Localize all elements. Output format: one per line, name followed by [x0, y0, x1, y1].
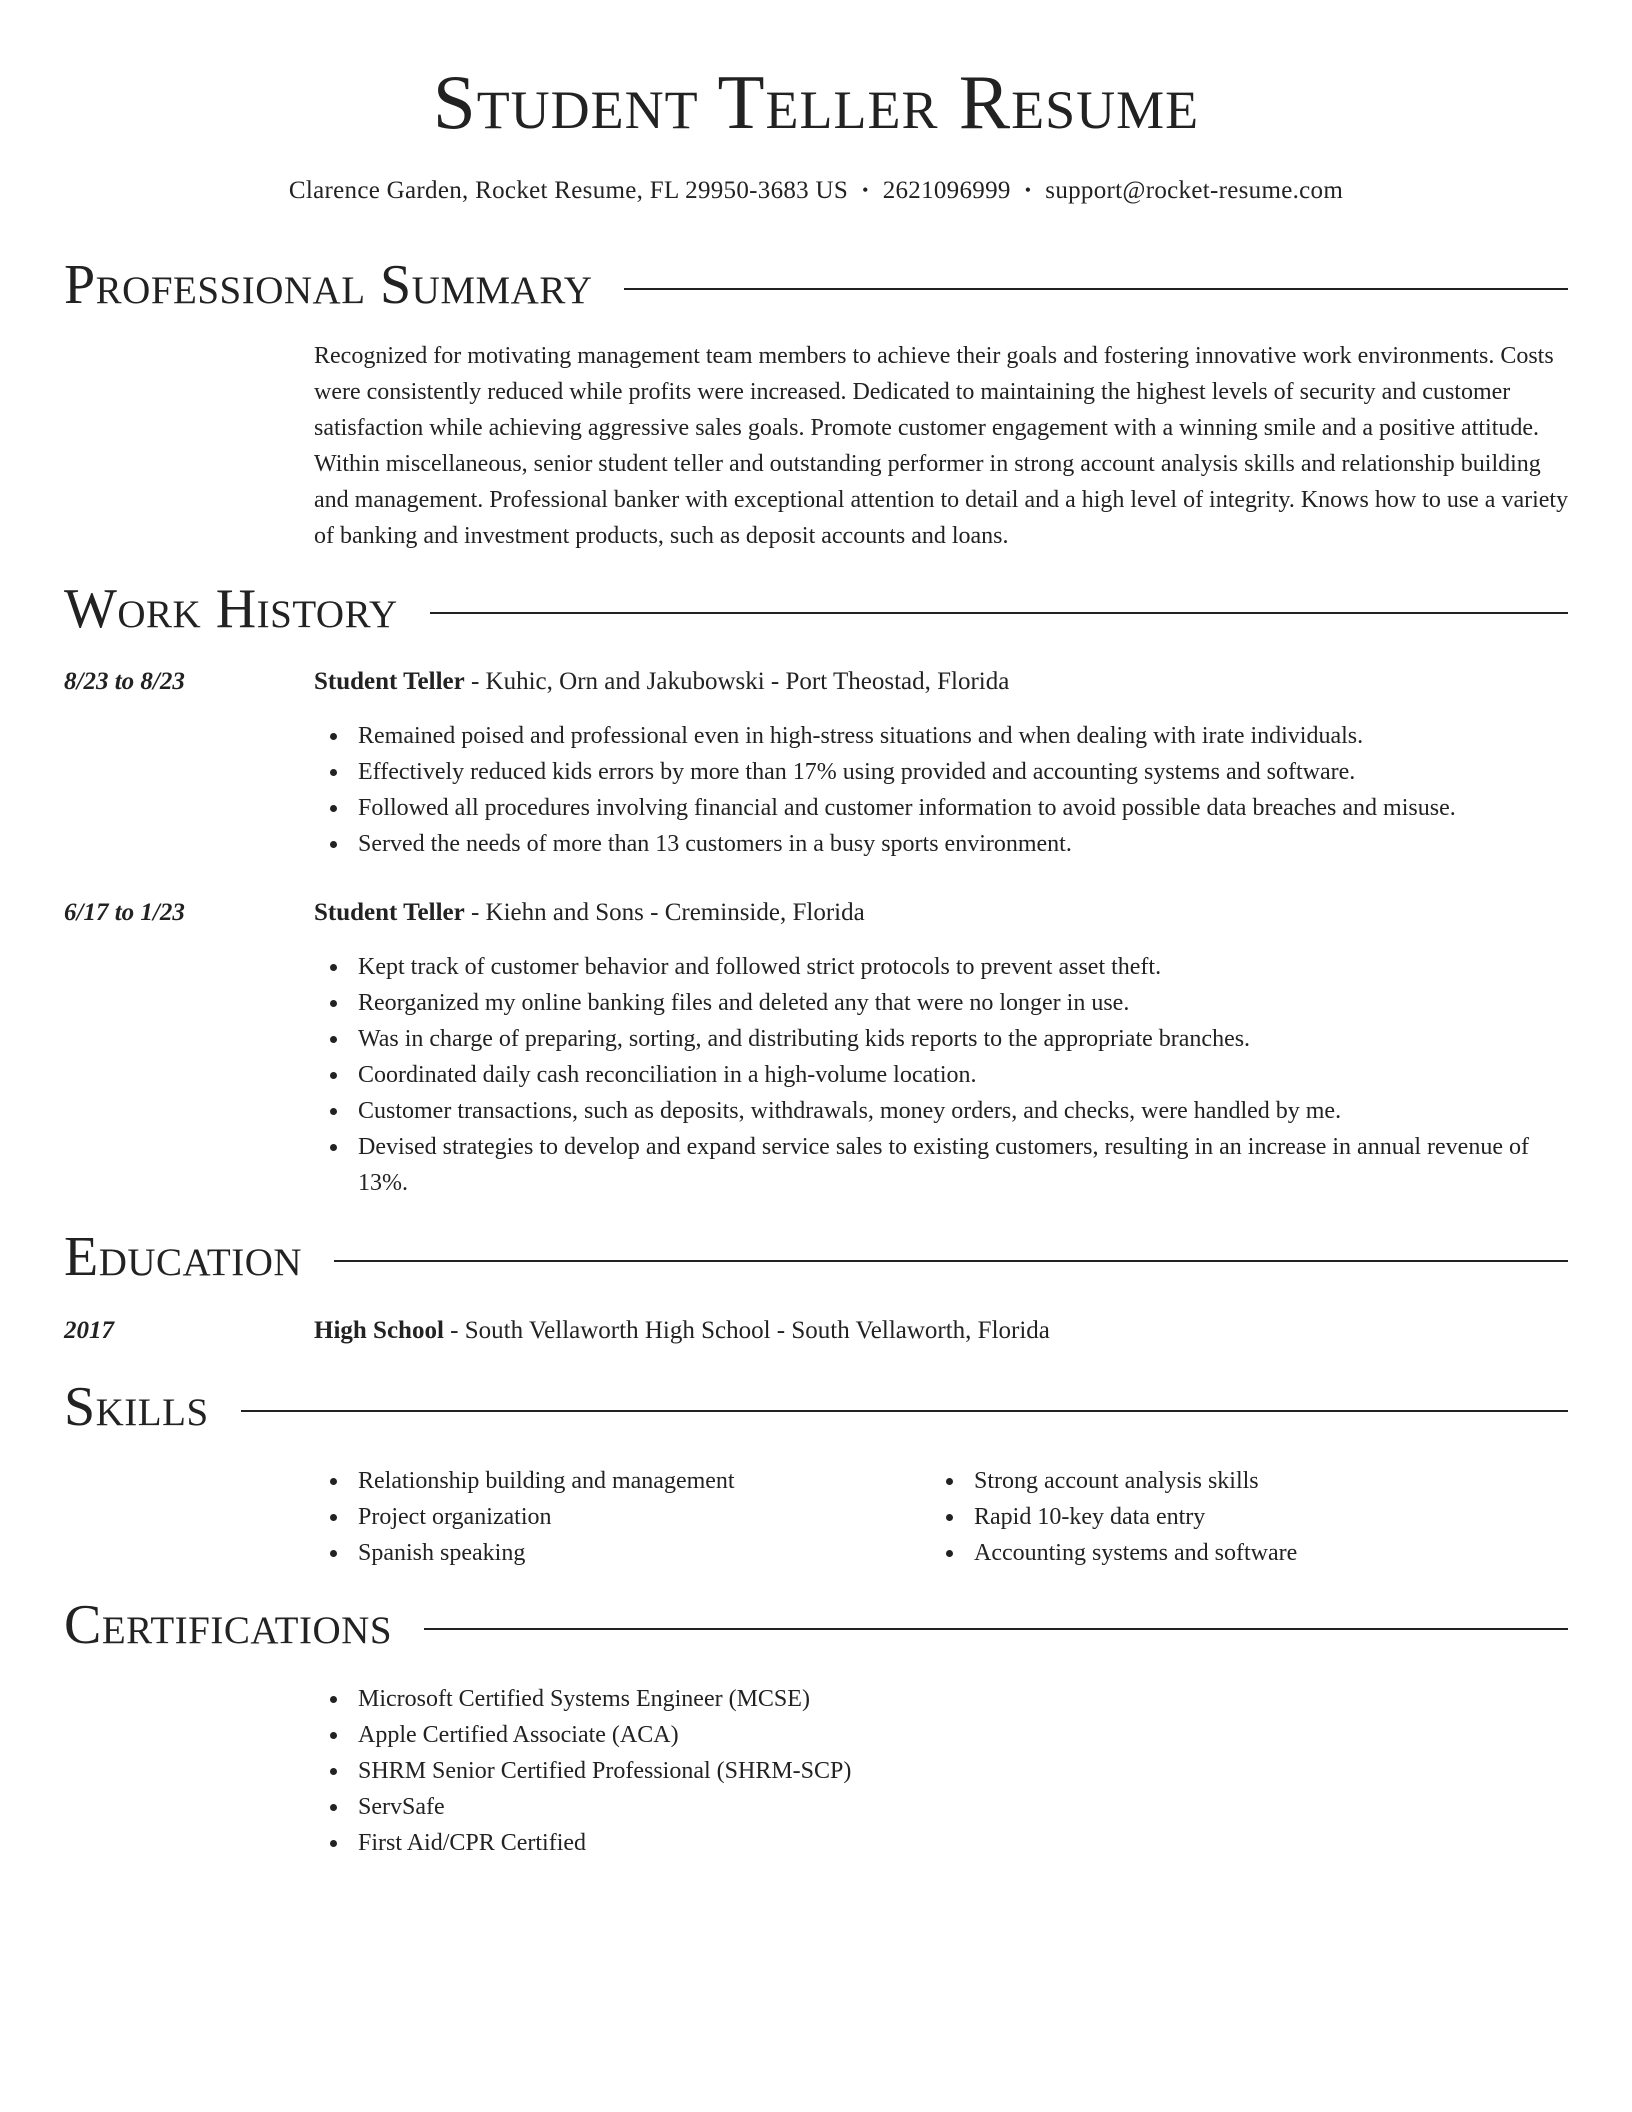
section-title-education: Education: [64, 1226, 303, 1288]
education-degree: High School: [314, 1317, 444, 1344]
list-item: Reorganized my online banking files and deleted any that were no longer in use.: [314, 985, 1570, 1021]
list-item: Coordinated daily cash reconciliation in a high-volume location.: [314, 1057, 1570, 1093]
job-role: Student Teller: [314, 668, 465, 695]
list-item: Project organization: [314, 1499, 914, 1535]
job-bullets: [314, 718, 1570, 862]
section-divider: [430, 612, 1568, 614]
list-item: Kept track of customer behavior and followed strict protocols to prevent asset theft.: [314, 949, 1570, 985]
section-header-work-history: [64, 576, 1568, 643]
job-employer: - Kiehn and Sons - Creminside, Florida: [464, 899, 865, 926]
skills-list-right: [930, 1463, 1530, 1571]
list-item: Apple Certified Associate (ACA): [314, 1717, 1570, 1753]
job-title-line: [314, 664, 1570, 700]
list-item: SHRM Senior Certified Professional (SHRM-SCP): [314, 1753, 1570, 1789]
job-employer: - Kuhic, Orn and Jakubowski - Port Theostad, Florida: [464, 668, 1010, 695]
education-school: - South Vellaworth High School - South Vellaworth, Florida: [443, 1317, 1050, 1344]
section-divider: [624, 288, 1568, 290]
contact-separator: •: [862, 180, 869, 200]
section-title-summary: Professional Summary: [64, 254, 593, 316]
section-title-work-history: Work History: [64, 578, 398, 640]
job-dates: 8/23 to 8/23: [64, 668, 185, 695]
contact-address: Clarence Garden, Rocket Resume, FL 29950-3683 US: [288, 177, 849, 204]
section-title-skills: Skills: [64, 1376, 209, 1438]
contact-phone: 2621096999: [882, 177, 1011, 204]
list-item: Remained poised and professional even in high-stress situations and when dealing with irate individuals.: [314, 718, 1570, 754]
list-item: Spanish speaking: [314, 1535, 914, 1571]
education-year: 2017: [64, 1317, 114, 1344]
section-header-certifications: [64, 1592, 1568, 1659]
education-line: [314, 1313, 1570, 1349]
section-header-skills: [64, 1374, 1568, 1441]
contact-separator: •: [1024, 180, 1032, 200]
list-item: Accounting systems and software: [930, 1535, 1530, 1571]
list-item: Relationship building and management: [314, 1463, 914, 1499]
list-item: Effectively reduced kids errors by more than 17% using provided and accounting systems and software.: [314, 754, 1570, 790]
contact-line: [0, 174, 1632, 209]
contact-email[interactable]: support@rocket-resume.com: [1045, 177, 1344, 204]
list-item: Strong account analysis skills: [930, 1463, 1530, 1499]
job-dates: 6/17 to 1/23: [64, 899, 185, 926]
list-item: First Aid/CPR Certified: [314, 1825, 1570, 1861]
list-item: Microsoft Certified Systems Engineer (MCSE): [314, 1681, 1570, 1717]
job-role: Student Teller: [314, 899, 465, 926]
section-divider: [334, 1260, 1568, 1262]
list-item: Followed all procedures involving financial and customer information to avoid possible data breaches and misuse.: [314, 790, 1570, 826]
section-header-education: [64, 1224, 1568, 1291]
skills-list-left: [314, 1463, 914, 1571]
certifications-list: [314, 1681, 1570, 1861]
list-item: ServSafe: [314, 1789, 1570, 1825]
section-divider: [424, 1628, 1568, 1630]
section-divider: [241, 1410, 1568, 1412]
list-item: Customer transactions, such as deposits, withdrawals, money orders, and checks, were handled by me.: [314, 1093, 1570, 1129]
list-item: Served the needs of more than 13 customers in a busy sports environment.: [314, 826, 1570, 862]
section-title-certifications: Certifications: [64, 1594, 393, 1656]
resume-title: Student Teller Resume: [432, 59, 1200, 145]
job-bullets: [314, 949, 1570, 1201]
list-item: Rapid 10-key data entry: [930, 1499, 1530, 1535]
section-header-summary: [64, 252, 1568, 319]
list-item: Was in charge of preparing, sorting, and distributing kids reports to the appropriate branches.: [314, 1021, 1570, 1057]
summary-paragraph: Recognized for motivating management team members to achieve their goals and fostering innovative work environments. Costs were consistently reduced while profits were increased. Dedicated to maintaining the highest levels of security and customer satisfaction while achieving aggressive sales goals. Promote customer engagement with a winning smile and a positive attitude. Within miscellaneous, senior student teller and outstanding performer in strong account analysis skills and relationship building and management. Professional banker with exceptional attention to detail and a high level of integrity. Knows how to use a variety of banking and investment products, such as deposit accounts and loans.: [314, 343, 1569, 549]
list-item: Devised strategies to develop and expand service sales to existing customers, resulting in an increase in annual revenue of 13%.: [314, 1129, 1570, 1201]
job-title-line: [314, 895, 1570, 931]
